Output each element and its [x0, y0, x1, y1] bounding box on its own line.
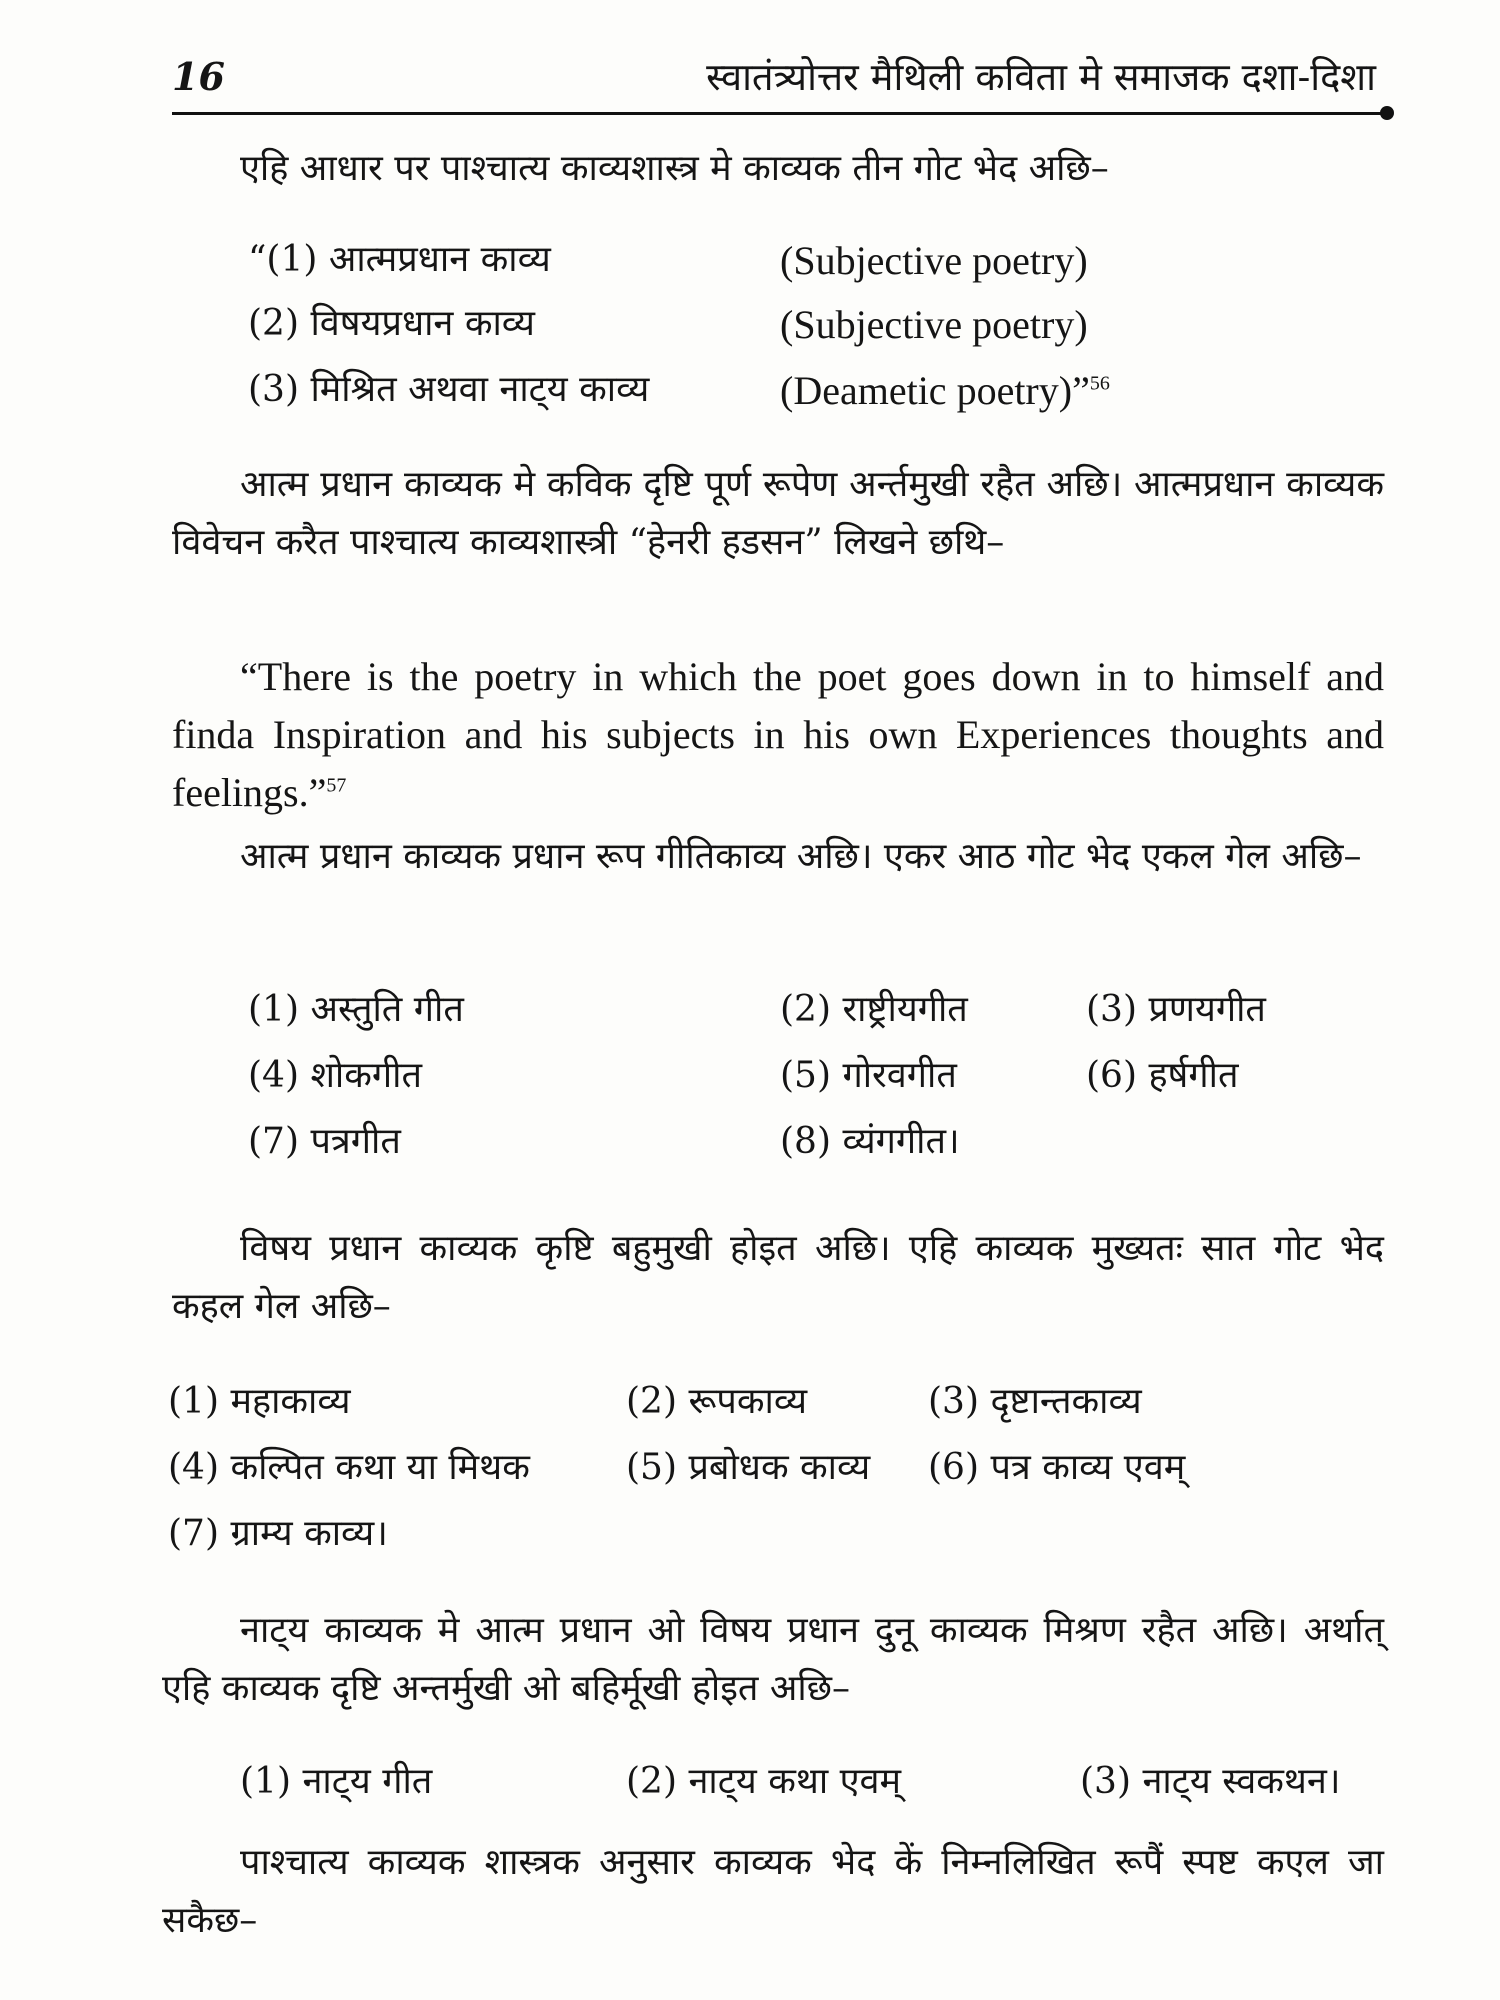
header-rule	[172, 112, 1384, 115]
list-item-hindi: “(1) आत्मप्रधान काव्य	[248, 239, 551, 280]
list-item: (1) महाकाव्य	[168, 1381, 351, 1422]
list-item: (4) कल्पित कथा या मिथक	[168, 1447, 530, 1488]
footnote-ref: 56	[1089, 372, 1110, 395]
list-item: (8) व्यंगगीत।	[780, 1121, 960, 1162]
list-row	[168, 1374, 1368, 1434]
list-item: (1) अस्तुति गीत	[248, 989, 464, 1030]
list-item	[248, 296, 1348, 356]
quote-text: “There is the poetry in which the poet goes down in to himself and finda Inspiration and his subjects in his own Experiences thoughts and feelings.”	[172, 654, 1384, 815]
footnote-ref: 57	[326, 774, 347, 797]
list-item: (5) गोरवगीत	[780, 1055, 957, 1096]
list-row	[248, 1114, 1348, 1174]
list-item: (7) पत्रगीत	[248, 1121, 401, 1162]
list-item-hindi: (2) विषयप्रधान काव्य	[248, 303, 536, 344]
paragraph-subjective: आत्म प्रधान काव्यक मे कविक दृष्टि पूर्ण रूपेण अर्न्तमुखी रहैत अछि। आत्मप्रधान काव्यक विवेचन करैत पाश्चात्य काव्यशास्त्री “हेनरी हडसन” लिखने छथि–	[172, 464, 1384, 563]
list-item: (2) राष्ट्रीयगीत	[780, 989, 968, 1030]
list-item: (3) दृष्टान्तकाव्य	[928, 1381, 1142, 1422]
list-item-english: (Subjective poetry)	[780, 302, 1088, 347]
list-row	[168, 1440, 1368, 1500]
list-item-english-text: (Deametic poetry)”	[780, 368, 1090, 413]
list-item: (3) नाट्‌य स्वकथन।	[1080, 1761, 1341, 1802]
list-item: (2) रूपकाव्य	[626, 1381, 808, 1422]
paragraph-closing: पाश्चात्य काव्यक शास्त्रक अनुसार काव्यक भेद कें निम्नलिखित रूपैं स्पष्ट कएल जा सकैछ–	[162, 1842, 1384, 1941]
list-item: (4) शोकगीत	[248, 1055, 423, 1096]
paragraph-dramatic: नाट्‌य काव्यक मे आत्म प्रधान ओ विषय प्रधान दुनू काव्यक मिश्रण रहैत अछि। अर्थात् एहि काव्यक दृष्टि अन्तर्मुखी ओ बहिर्मूखी होइत अछि–	[162, 1610, 1384, 1709]
paragraph-intro: एहि आधार पर पाश्चात्य काव्यशास्त्र मे काव्यक तीन गोट भेद अछि–	[240, 148, 1109, 189]
list-item	[248, 232, 1348, 292]
list-item: (5) प्रबोधक काव्य	[626, 1447, 871, 1488]
list-row	[168, 1506, 1368, 1566]
list-item-hindi: (3) मिश्रित अथवा नाट्‌य काव्य	[248, 369, 650, 410]
list-item: (7) ग्राम्य काव्य।	[168, 1513, 388, 1554]
list-item: (1) नाट्‌य गीत	[240, 1761, 433, 1802]
list-item-english	[780, 362, 1110, 420]
quote-hudson	[172, 648, 1384, 822]
list-item: (6) हर्षगीत	[1086, 1055, 1239, 1096]
paragraph-lyric: आत्म प्रधान काव्यक प्रधान रूप गीतिकाव्य अछि। एकर आठ गोट भेद एकल गेल अछि–	[240, 836, 1362, 877]
list-item: (3) प्रणयगीत	[1086, 989, 1266, 1030]
header-rule-dot	[1380, 106, 1394, 120]
list-item-english: (Subjective poetry)	[780, 238, 1088, 283]
running-title: स्वातंत्र्योत्तर मैथिली कविता मे समाजक दशा-दिशा	[706, 55, 1376, 99]
paragraph-objective: विषय प्रधान काव्यक कृष्टि बहुमुखी होइत अछि। एहि काव्यक मुख्यतः सात गोट भेद कहल गेल अछि–	[172, 1228, 1384, 1327]
list-item: (6) पत्र काव्य एवम्	[928, 1447, 1186, 1488]
list-row	[248, 1048, 1348, 1108]
list-row	[248, 982, 1348, 1042]
list-row	[240, 1754, 1384, 1814]
list-item	[248, 362, 1348, 422]
page-number: 16	[172, 54, 225, 99]
page-header	[172, 48, 1384, 118]
list-item: (2) नाट्‌य कथा एवम्	[626, 1761, 902, 1802]
